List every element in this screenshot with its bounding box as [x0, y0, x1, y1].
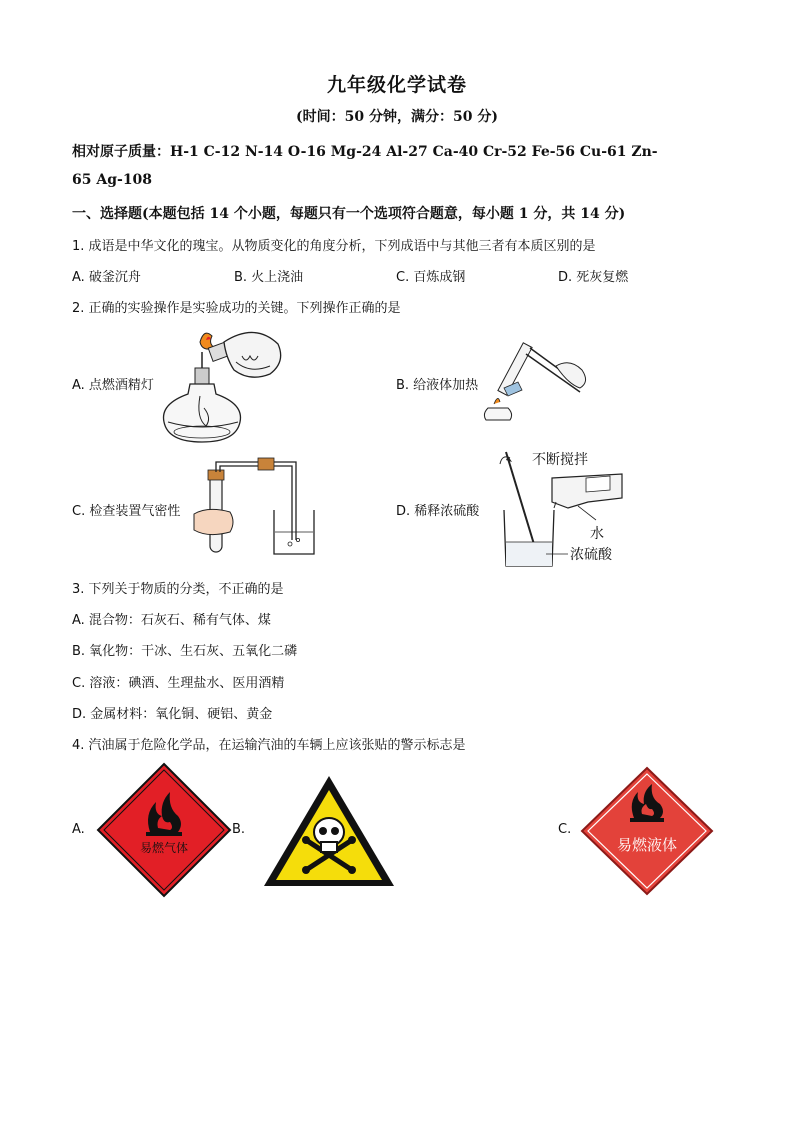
- exam-subtitle: (时间：50 分钟，满分：50 分): [296, 109, 498, 125]
- q2-option-d: D. 稀释浓硫酸: [396, 504, 480, 519]
- figure-airtightness-check: [190, 456, 330, 560]
- q3-option-c: C. 溶液：碘酒、生理盐水、医用酒精: [72, 676, 285, 691]
- sign-toxic: [262, 774, 396, 890]
- figure-diluting-acid: [496, 446, 626, 570]
- sign-flammable-gas: [94, 762, 234, 898]
- question-1-stem: 1. 成语是中华文化的瑰宝。从物质变化的角度分析，下列成语中与其他三者有本质区别的是: [72, 239, 596, 254]
- q1-option-a: A. 破釜沉舟: [72, 270, 141, 285]
- figure-lighting-alcohol-lamp: [160, 322, 290, 446]
- q2-option-a: A. 点燃酒精灯: [72, 378, 154, 393]
- sign-c-label: 易燃液体: [616, 836, 678, 854]
- figure-heating-liquid: [482, 336, 592, 426]
- label-stir: 不断搅拌: [532, 452, 588, 468]
- q2-option-b: B. 给液体加热: [396, 378, 479, 393]
- question-3-stem: 3. 下列关于物质的分类，不正确的是: [72, 582, 284, 597]
- q1-option-c: C. 百炼成钢: [396, 270, 466, 285]
- question-2-stem: 2. 正确的实验操作是实验成功的关键。下列操作正确的是: [72, 301, 401, 316]
- q3-option-b: B. 氧化物：干冰、生石灰、五氧化二磷: [72, 644, 298, 659]
- section-heading: 一、选择题(本题包括 14 个小题，每题只有一个选项符合题意，每小题 1 分，共 14 分): [72, 206, 626, 222]
- atomic-masses-line1: 相对原子质量：H-1 C-12 N-14 O-16 Mg-24 Al-27 Ca-40 Cr-52 Fe-56 Cu-61 Zn-: [72, 144, 658, 160]
- label-acid: 浓硫酸: [570, 547, 612, 563]
- q4-option-c-letter: C.: [558, 822, 572, 837]
- q3-option-a: A. 混合物：石灰石、稀有气体、煤: [72, 613, 271, 628]
- q4-option-b-letter: B.: [232, 822, 246, 837]
- q3-option-d: D. 金属材料：氧化铜、硬铝、黄金: [72, 707, 273, 722]
- q4-option-a-letter: A.: [72, 822, 85, 837]
- exam-title: 九年级化学试卷: [326, 74, 467, 96]
- atomic-masses-line2: 65 Ag-108: [72, 172, 153, 188]
- label-water: 水: [590, 526, 604, 542]
- q2-option-c: C. 检查装置气密性: [72, 504, 181, 519]
- q1-option-b: B. 火上浇油: [234, 270, 304, 285]
- sign-flammable-liquid: [580, 766, 714, 896]
- sign-a-label: 易燃气体: [139, 841, 189, 855]
- q1-option-d: D. 死灰复燃: [558, 270, 629, 285]
- question-4-stem: 4. 汽油属于危险化学品，在运输汽油的车辆上应该张贴的警示标志是: [72, 738, 466, 753]
